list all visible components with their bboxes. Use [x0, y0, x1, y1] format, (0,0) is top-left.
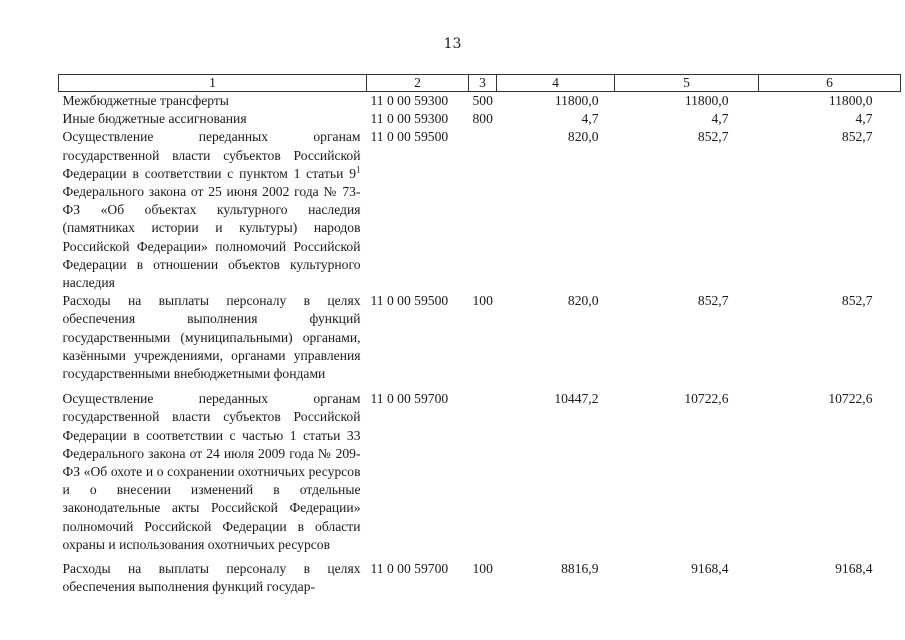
row-expense-kind-cell — [469, 390, 497, 560]
row-name-cell: Межбюджетные трансферты — [62, 93, 229, 108]
row-value-col6-cell: 9168,4 — [835, 561, 873, 577]
row-name-cell: Осуществление переданных органам государственной власти субъектов Российской Федерации в соответствии с частью 1 статьи 33 Федерального закона от 24 июля 2009 года № 209-ФЗ «Об охоте и о сохранении охотничьих ресурсов и о внесении изменений в отдельные законодательные акты Российской Федерации» полномочий Российской Федерации в области охраны и использования охотничьих ресурсов — [62, 391, 361, 552]
row-name-cell: Расходы на выплаты персоналу в целях обеспечения выполнения функций государственными (муниципальными) органами, казёнными учреждениями, органами управления государственными внебюджетными фондами — [62, 293, 361, 382]
row-value-col6-cell: 11800,0 — [828, 93, 873, 108]
row-expense-kind-cell: 100 — [472, 561, 493, 577]
row-expense-kind-cell — [469, 128, 497, 292]
budget-table-container — [58, 74, 900, 600]
table-row — [59, 560, 901, 600]
row-code-cell: 11 0 00 59500 — [370, 129, 449, 145]
row-value-col4-cell: 820,0 — [567, 293, 599, 309]
row-name-cell: Расходы на выплаты персоналу в целях обеспечения выполнения функций государ- — [62, 561, 361, 595]
row-value-col5-cell: 10722,6 — [684, 391, 729, 407]
row-value-col4-cell: 8816,9 — [561, 561, 599, 577]
header-col-2: 2 — [367, 75, 469, 92]
row-value-col4-cell: 4,7 — [581, 111, 599, 127]
row-value-col5-cell: 4,7 — [711, 111, 729, 127]
row-expense-kind-cell: 500 — [472, 93, 493, 108]
row-code-cell: 11 0 00 59700 — [370, 391, 449, 407]
row-value-col5-cell: 9168,4 — [691, 561, 729, 577]
header-col-1: 1 — [59, 75, 367, 92]
budget-table — [58, 74, 901, 600]
row-value-col6-cell: 852,7 — [841, 129, 873, 145]
row-name-cell: Иные бюджетные ассигнования — [62, 111, 247, 127]
row-value-col4-cell: 10447,2 — [554, 391, 599, 407]
table-row — [59, 128, 901, 292]
page-number: 13 — [443, 36, 462, 52]
row-value-col5-cell: 852,7 — [697, 129, 729, 145]
row-code-cell: 11 0 00 59300 — [370, 111, 449, 127]
header-col-4: 4 — [497, 75, 615, 92]
row-value-col5-cell: 852,7 — [697, 293, 729, 309]
row-value-col6-cell: 852,7 — [841, 293, 873, 309]
table-row — [59, 390, 901, 560]
row-code-cell: 11 0 00 59700 — [370, 561, 449, 577]
row-code-cell: 11 0 00 59500 — [370, 293, 449, 309]
table-row — [59, 110, 901, 128]
row-value-col6-cell: 10722,6 — [828, 391, 873, 407]
row-code-cell: 11 0 00 59300 — [370, 93, 449, 108]
table-row — [59, 92, 901, 111]
row-name-cell: Осуществление переданных органам государственной власти субъектов Российской Федерации в соответствии с пунктом 1 статьи $9^1$ Федерального закона от 25 июня 2002 года № 73-ФЗ «Об объектах культурного наследия (памятниках истории и культуры) народов Российской Федерации» полномочий Российской Федерации в отношении объектов культурного наследия — [62, 129, 361, 291]
row-value-col6-cell: 4,7 — [855, 111, 873, 127]
header-col-6: 6 — [759, 75, 901, 92]
header-col-3: 3 — [469, 75, 497, 92]
row-expense-kind-cell: 100 — [472, 293, 493, 309]
row-value-col4-cell: 820,0 — [567, 129, 599, 145]
table-row — [59, 292, 901, 390]
header-row — [59, 75, 901, 92]
row-expense-kind-cell: 800 — [472, 111, 493, 127]
header-col-5: 5 — [615, 75, 759, 92]
row-value-col5-cell: 11800,0 — [684, 93, 729, 108]
row-value-col4-cell: 11800,0 — [554, 93, 599, 108]
